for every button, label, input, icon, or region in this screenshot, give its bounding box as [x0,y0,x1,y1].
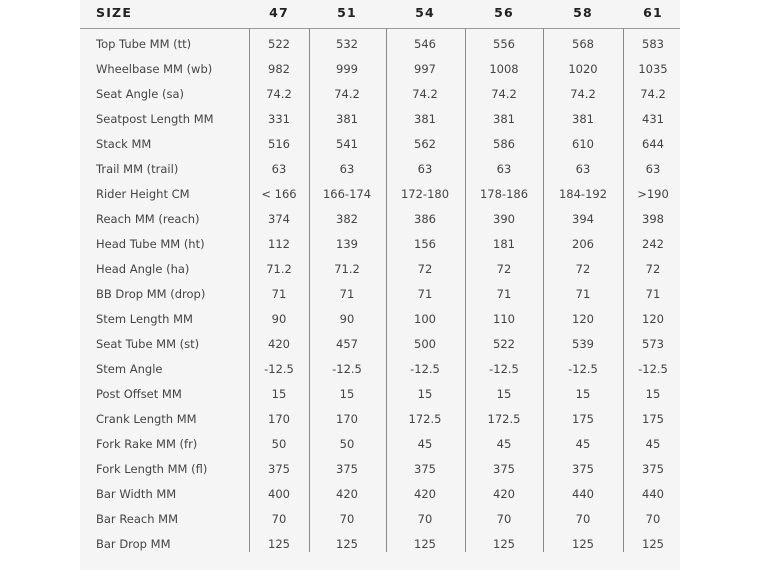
table-cell: 70 [339,512,355,526]
table-cell: 400 [268,487,290,501]
table-cell: 74.2 [412,87,438,101]
table-cell: 15 [271,387,287,401]
row-label: Bar Width MM [96,487,177,501]
row-label: Seatpost Length MM [96,112,214,126]
table-cell: 1035 [638,62,668,76]
table-cell: 539 [572,337,594,351]
table-cell: 381 [572,112,594,126]
table-cell: 398 [642,212,664,226]
table-cell: 15 [339,387,355,401]
size-header-51: 51 [337,5,357,20]
row-label: Crank Length MM [96,412,197,426]
row-label: Post Offset MM [96,387,182,401]
table-cell: 573 [642,337,664,351]
table-cell: 71 [417,287,433,301]
table-cell: 1008 [489,62,519,76]
row-label: Rider Height CM [96,187,190,201]
size-header-58: 58 [573,5,593,20]
table-cell: 71 [645,287,661,301]
table-row [80,332,680,357]
table-cell: -12.5 [638,362,668,376]
table-cell: 586 [493,137,515,151]
table-cell: 71.2 [334,262,360,276]
row-label: Reach MM (reach) [96,212,200,226]
table-cell: 63 [645,162,661,176]
table-cell: 541 [336,137,358,151]
table-cell: 440 [572,487,594,501]
table-cell: 184-192 [558,187,608,201]
table-cell: 71 [271,287,287,301]
table-cell: 72 [575,262,591,276]
table-cell: 71.2 [266,262,292,276]
table-cell: 500 [414,337,436,351]
table-cell: 156 [414,237,436,251]
table-cell: 72 [496,262,512,276]
table-cell: 522 [268,37,290,51]
table-cell: 45 [575,437,591,451]
table-row [80,307,680,332]
row-label: Trail MM (trail) [96,162,179,176]
table-cell: 74.2 [491,87,517,101]
size-header-56: 56 [494,5,514,20]
table-cell: 71 [575,287,591,301]
table-cell: 125 [336,537,358,551]
table-cell: 125 [572,537,594,551]
table-cell: 45 [496,437,512,451]
table-cell: 50 [339,437,355,451]
table-cell: -12.5 [332,362,362,376]
table-cell: -12.5 [264,362,294,376]
table-cell: 70 [645,512,661,526]
table-cell: 120 [572,312,594,326]
row-label: Stack MM [96,137,152,151]
table-cell: 112 [268,237,290,251]
table-cell: 420 [336,487,358,501]
table-cell: 568 [572,37,594,51]
table-cell: >190 [637,187,669,201]
table-row [80,82,680,107]
table-cell: 63 [575,162,591,176]
table-cell: 516 [268,137,290,151]
table-cell: 431 [642,112,664,126]
table-cell: 63 [339,162,355,176]
table-cell: -12.5 [489,362,519,376]
table-row [80,507,680,532]
size-header-47: 47 [269,5,289,20]
table-row [80,482,680,507]
table-cell: 166-174 [322,187,372,201]
row-label: Seat Angle (sa) [96,87,184,101]
table-cell: 74.2 [334,87,360,101]
table-cell: 15 [575,387,591,401]
row-label: Stem Length MM [96,312,193,326]
table-row [80,232,680,257]
table-cell: 90 [339,312,355,326]
table-cell: 100 [414,312,436,326]
table-row [80,357,680,382]
table-cell: 375 [493,462,515,476]
table-row [80,457,680,482]
table-cell: 71 [339,287,355,301]
row-label: BB Drop MM (drop) [96,287,206,301]
table-cell: 63 [271,162,287,176]
table-cell: 70 [575,512,591,526]
table-cell: 15 [417,387,433,401]
table-cell: 420 [268,337,290,351]
table-cell: 440 [642,487,664,501]
row-label: Fork Length MM (fl) [96,462,208,476]
table-cell: 90 [271,312,287,326]
table-cell: 172-180 [400,187,450,201]
size-header-label: SIZE [96,5,133,20]
table-cell: 125 [493,537,515,551]
table-cell: 532 [336,37,358,51]
table-cell: 50 [271,437,287,451]
table-cell: 45 [417,437,433,451]
table-cell: 381 [414,112,436,126]
table-cell: 175 [642,412,664,426]
row-label: Stem Angle [96,362,163,376]
table-cell: 206 [572,237,594,251]
size-header-54: 54 [415,5,435,20]
table-cell: 583 [642,37,664,51]
table-cell: 74.2 [266,87,292,101]
table-cell: 375 [642,462,664,476]
table-cell: 70 [271,512,287,526]
table-row [80,207,680,232]
table-row [80,282,680,307]
table-cell: 982 [268,62,290,76]
table-cell: 139 [336,237,358,251]
table-cell: 382 [336,212,358,226]
table-cell: 125 [642,537,664,551]
table-cell: 172.5 [408,412,442,426]
table-cell: 110 [493,312,515,326]
row-label: Top Tube MM (tt) [96,37,192,51]
table-cell: 381 [493,112,515,126]
table-cell: 375 [268,462,290,476]
row-label: Seat Tube MM (st) [96,337,200,351]
table-row [80,432,680,457]
table-row [80,532,680,557]
table-row [80,157,680,182]
row-label: Head Tube MM (ht) [96,237,205,251]
table-cell: 374 [268,212,290,226]
table-cell: 125 [414,537,436,551]
table-cell: 242 [642,237,664,251]
table-cell: 175 [572,412,594,426]
table-cell: 375 [336,462,358,476]
table-cell: 72 [417,262,433,276]
table-cell: 375 [572,462,594,476]
table-cell: 420 [493,487,515,501]
table-cell: 997 [414,62,436,76]
row-label: Fork Rake MM (fr) [96,437,198,451]
table-cell: 172.5 [487,412,521,426]
table-cell: 181 [493,237,515,251]
table-cell: 420 [414,487,436,501]
table-row [80,407,680,432]
table-cell: 375 [414,462,436,476]
table-cell: 331 [268,112,290,126]
table-cell: 170 [268,412,290,426]
table-cell: -12.5 [410,362,440,376]
table-cell: 70 [417,512,433,526]
table-cell: 170 [336,412,358,426]
table-cell: 120 [642,312,664,326]
table-cell: 562 [414,137,436,151]
row-label: Bar Drop MM [96,537,171,551]
table-row [80,257,680,282]
table-cell: 70 [496,512,512,526]
table-cell: 1020 [568,62,598,76]
table-header [80,0,680,29]
table-cell: 457 [336,337,358,351]
size-header-61: 61 [643,5,663,20]
table-cell: 74.2 [570,87,596,101]
table-row [80,132,680,157]
table-cell: 63 [496,162,512,176]
table-cell: -12.5 [568,362,598,376]
table-cell: 63 [417,162,433,176]
table-cell: 522 [493,337,515,351]
table-row [80,182,680,207]
table-cell: 610 [572,137,594,151]
row-label: Wheelbase MM (wb) [96,62,213,76]
table-cell: < 166 [261,187,297,201]
table-cell: 72 [645,262,661,276]
table-cell: 125 [268,537,290,551]
table-cell: 386 [414,212,436,226]
row-label: Head Angle (ha) [96,262,190,276]
table-row [80,107,680,132]
table-cell: 390 [493,212,515,226]
table-cell: 74.2 [640,87,666,101]
geometry-table [80,0,680,570]
table-row [80,57,680,82]
table-cell: 71 [496,287,512,301]
table-cell: 556 [493,37,515,51]
table-cell: 15 [645,387,661,401]
table-cell: 15 [496,387,512,401]
table-row [80,382,680,407]
table-cell: 45 [645,437,661,451]
table-cell: 178-186 [479,187,529,201]
table-cell: 546 [414,37,436,51]
row-label: Bar Reach MM [96,512,179,526]
table-cell: 999 [336,62,358,76]
table-cell: 394 [572,212,594,226]
table-row [80,32,680,57]
table-cell: 644 [642,137,664,151]
table-cell: 381 [336,112,358,126]
